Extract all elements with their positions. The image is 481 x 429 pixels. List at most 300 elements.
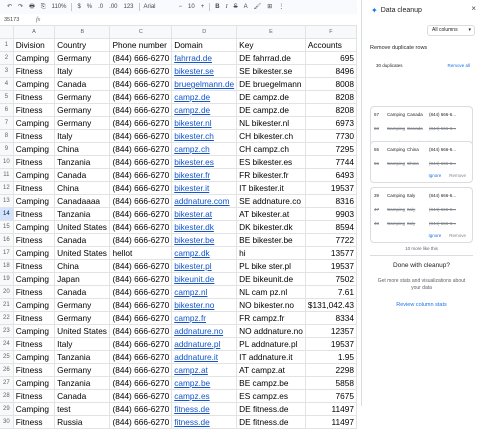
key-cell[interactable]: NO bikester.no [237,299,306,312]
phone-cell[interactable]: (844) 666-6270 [110,52,172,65]
row-header[interactable]: 15 [0,221,13,234]
accounts-cell[interactable]: 2298 [305,364,356,377]
country-cell[interactable]: Canada [55,286,110,299]
accounts-cell[interactable]: 8594 [305,221,356,234]
key-cell[interactable]: DE bruegelmann [237,78,306,91]
key-cell[interactable]: AT bikester.at [237,208,306,221]
paint-format-icon[interactable]: ⎘ [40,4,46,10]
accounts-cell[interactable]: $131,042.43 [305,299,356,312]
table-row [0,130,357,143]
key-cell[interactable]: CH bikester.ch [237,130,306,143]
phone-cell[interactable]: (844) 666-6270 [110,208,172,221]
division-cell[interactable]: Camping [13,377,54,390]
duplicate-row-value: (844) 666-6... [429,125,457,131]
accounts-cell[interactable]: 7730 [305,130,356,143]
key-cell[interactable]: DE fitness.de [237,416,306,429]
key-cell[interactable]: DE fitness.de [237,403,306,416]
table-row [0,377,357,390]
country-cell[interactable]: United States [55,221,110,234]
key-cell[interactable]: DK bikester.dk [237,221,306,234]
phone-cell[interactable]: (844) 666-6270 [110,143,172,156]
division-cell[interactable]: Fitness [13,156,54,169]
country-cell[interactable]: test [55,403,110,416]
phone-cell[interactable]: (844) 666-6270 [110,78,172,91]
duplicate-row-value: Canada [407,111,423,117]
division-cell[interactable]: Fitness [13,260,54,273]
column-header-d[interactable]: D [172,26,237,39]
country-cell[interactable]: Tanzania [55,351,110,364]
country-cell[interactable]: United States [55,247,110,260]
duplicate-row-number: 39 [374,192,380,198]
division-cell[interactable]: Fitness [13,65,54,78]
phone-cell[interactable]: (844) 666-6270 [110,234,172,247]
accounts-cell[interactable]: 13577 [305,247,356,260]
column-header-a[interactable]: A [13,26,54,39]
division-cell[interactable]: Camping [13,195,54,208]
column-header-c[interactable]: C [110,26,172,39]
division-cell[interactable]: Camping [13,78,54,91]
corner-cell[interactable] [0,26,13,39]
domain-cell[interactable]: campz.at [172,364,237,377]
phone-cell[interactable]: (844) 666-6270 [110,156,172,169]
country-cell[interactable]: Germany [55,312,110,325]
row-header[interactable]: 6 [0,104,13,117]
country-cell[interactable]: China [55,182,110,195]
phone-cell[interactable]: (844) 666-6270 [110,390,172,403]
sheet-table [0,26,357,429]
division-cell[interactable]: Fitness [13,338,54,351]
domain-cell[interactable]: bikester.nl [172,117,237,130]
percent-button[interactable]: % [86,4,93,10]
division-cell[interactable]: Fitness [13,286,54,299]
domain-cell[interactable]: campz.dk [172,247,237,260]
fill-color-icon[interactable]: 🖌 [253,4,262,10]
phone-cell[interactable]: (844) 666-6270 [110,130,172,143]
row-header[interactable]: 17 [0,247,13,260]
domain-cell[interactable]: bikester.dk [172,221,237,234]
accounts-cell[interactable]: 19537 [305,338,356,351]
toolbar-separator [209,3,210,11]
country-cell[interactable]: Germany [55,117,110,130]
phone-cell[interactable]: (844) 666-6270 [110,273,172,286]
zoom-select[interactable]: 110% [51,4,67,10]
key-cell[interactable]: ES campz.es [237,390,306,403]
phone-cell[interactable]: (844) 666-6270 [110,312,172,325]
country-cell[interactable]: Canada [55,78,110,91]
division-cell[interactable]: Fitness [13,91,54,104]
country-cell[interactable]: Canada [55,390,110,403]
duplicate-row-number: 58 [374,125,380,131]
accounts-cell[interactable]: 6493 [305,169,356,182]
accounts-cell[interactable]: 1.95 [305,351,356,364]
phone-cell[interactable]: (844) 666-6270 [110,377,172,390]
domain-cell[interactable]: fitness.de [172,403,237,416]
country-cell[interactable]: Country [55,39,110,52]
key-cell[interactable]: PL bike ster.pl [237,260,306,273]
row-header[interactable]: 11 [0,169,13,182]
duplicate-row [371,107,472,121]
country-cell[interactable]: Tanzania [55,377,110,390]
increase-decimal-button[interactable]: .00 [109,4,118,10]
row-header[interactable]: 29 [0,403,13,416]
phone-cell[interactable]: (844) 666-6270 [110,169,172,182]
key-cell[interactable]: Key [237,39,306,52]
table-row [0,182,357,195]
done-title: Done with cleanup? [392,262,451,269]
accounts-cell[interactable]: 8334 [305,312,356,325]
division-cell[interactable]: Camping [13,221,54,234]
table-row [0,416,357,429]
row-header[interactable]: 3 [0,65,13,78]
domain-cell[interactable]: bruegelmann.de [172,78,237,91]
row-header[interactable]: 14 [0,208,13,221]
duplicate-row-value: Camping [387,125,406,131]
phone-cell[interactable]: (844) 666-6270 [110,325,172,338]
country-cell[interactable]: Germany [55,364,110,377]
domain-cell[interactable]: bikester.no [172,299,237,312]
key-cell[interactable]: PL addnature.pl [237,338,306,351]
row-header[interactable]: 28 [0,390,13,403]
phone-cell[interactable]: (844) 666-6270 [110,195,172,208]
row-header[interactable]: 24 [0,338,13,351]
country-cell[interactable]: China [55,260,110,273]
key-cell[interactable]: SE bikester.se [237,65,306,78]
formula-bar [0,14,357,26]
phone-cell[interactable]: (844) 666-6270 [110,416,172,429]
accounts-cell[interactable]: 7502 [305,273,356,286]
accounts-cell[interactable]: 11497 [305,403,356,416]
accounts-cell[interactable]: 8496 [305,65,356,78]
domain-cell[interactable]: bikester.es [172,156,237,169]
division-cell[interactable]: Fitness [13,312,54,325]
key-cell[interactable]: NL cam pz.nl [237,286,306,299]
table-row [0,273,357,286]
card-actions [371,230,472,242]
row-header[interactable]: 26 [0,364,13,377]
division-cell[interactable]: Camping [13,117,54,130]
key-cell[interactable]: NL bikester.nl [237,117,306,130]
borders-icon[interactable]: ⊞ [267,4,273,10]
accounts-cell[interactable]: 5858 [305,377,356,390]
domain-cell[interactable]: fitness.de [172,416,237,429]
undo-icon[interactable]: ↶ [7,4,13,10]
phone-cell[interactable]: (844) 666-6270 [110,260,172,273]
key-cell[interactable]: ES bikester.es [237,156,306,169]
division-cell[interactable]: Fitness [13,390,54,403]
phone-cell[interactable]: (844) 666-6270 [110,403,172,416]
domain-cell[interactable]: bikester.at [172,208,237,221]
accounts-cell[interactable]: 7675 [305,390,356,403]
accounts-cell[interactable]: 19537 [305,182,356,195]
country-cell[interactable]: Canadaaaa [55,195,110,208]
ignore-button[interactable]: Ignore [428,173,442,178]
duplicate-row-number: 55 [374,146,380,152]
country-cell[interactable]: Italy [55,65,110,78]
duplicate-row-value: Camping [387,192,406,198]
domain-cell[interactable]: bikester.ch [172,130,237,143]
domain-cell[interactable]: campz.nl [172,286,237,299]
row-header[interactable]: 1 [0,39,13,52]
accounts-cell[interactable]: 11497 [305,416,356,429]
accounts-cell[interactable]: 7295 [305,143,356,156]
row-header[interactable]: 7 [0,117,13,130]
country-cell[interactable]: Canada [55,169,110,182]
font-size-input[interactable]: 10 [188,4,195,10]
duplicate-row-value: Italy [407,192,416,198]
decrease-font-size-button[interactable]: − [178,4,183,10]
name-box[interactable]: 35173 [4,16,20,23]
accounts-cell[interactable]: 6973 [305,117,356,130]
row-header[interactable]: 25 [0,351,13,364]
key-cell[interactable]: FR campz.fr [237,312,306,325]
accounts-cell[interactable]: 8208 [305,91,356,104]
domain-cell[interactable]: campz.es [172,390,237,403]
domain-cell[interactable]: bikester.se [172,65,237,78]
row-header[interactable]: 16 [0,234,13,247]
domain-cell[interactable]: addnature.it [172,351,237,364]
row-header[interactable]: 21 [0,299,13,312]
table-row [0,39,357,52]
accounts-cell[interactable]: 8316 [305,195,356,208]
table-row [0,260,357,273]
divider [370,255,473,256]
accounts-cell[interactable]: 7.61 [305,286,356,299]
row-header[interactable]: 19 [0,273,13,286]
accounts-cell[interactable]: 8208 [305,104,356,117]
row-header[interactable]: 4 [0,78,13,91]
key-cell[interactable]: DE fahrrad.de [237,52,306,65]
key-cell[interactable]: BE bikester.be [237,234,306,247]
domain-cell[interactable]: campz.be [172,377,237,390]
domain-cell[interactable]: Domain [172,39,237,52]
domain-cell[interactable]: addnature.no [172,325,237,338]
duplicate-row-value: Camping [387,111,406,117]
phone-cell[interactable]: (844) 666-6270 [110,117,172,130]
division-cell[interactable]: Fitness [13,104,54,117]
phone-cell[interactable]: (844) 666-6270 [110,364,172,377]
country-cell[interactable]: Germany [55,299,110,312]
division-cell[interactable]: Fitness [13,234,54,247]
toolbar-separator [71,3,72,11]
duplicate-row-number: 56 [374,160,380,166]
domain-cell[interactable]: bikester.pl [172,260,237,273]
division-cell[interactable]: Camping [13,52,54,65]
key-cell[interactable]: IT bikester.it [237,182,306,195]
country-cell[interactable]: Tanzania [55,208,110,221]
table-row [0,299,357,312]
row-header[interactable]: 10 [0,156,13,169]
row-header[interactable]: 12 [0,182,13,195]
phone-cell[interactable]: (844) 666-6270 [110,91,172,104]
division-cell[interactable]: Fitness [13,364,54,377]
currency-button[interactable]: $ [77,4,81,10]
country-cell[interactable]: Tanzania [55,156,110,169]
duplicate-count: 30 duplicates [376,63,403,68]
key-cell[interactable]: NO addnature.no [237,325,306,338]
division-cell[interactable]: Camping [13,273,54,286]
accounts-cell[interactable]: 8008 [305,78,356,91]
table-row [0,364,357,377]
duplicate-row-value: China [407,146,419,152]
duplicate-row-value: (844) 666-6... [429,206,457,212]
accounts-cell[interactable]: 12357 [305,325,356,338]
cleanup-icon: ✦ [371,5,378,15]
phone-cell[interactable]: hellot [110,247,172,260]
accounts-cell[interactable]: 9903 [305,208,356,221]
key-cell[interactable]: DE campz.de [237,104,306,117]
print-icon[interactable]: 🖶 [29,4,35,10]
division-cell[interactable]: Camping [13,351,54,364]
strikethrough-button[interactable]: S [233,4,238,10]
duplicate-row-value: Italy [407,206,416,212]
duplicate-row [371,202,472,216]
number-format-button[interactable]: 123 [123,4,134,10]
duplicate-row-value: (844) 666-6... [429,160,457,166]
duplicate-row-value: Camping [387,206,406,212]
key-cell[interactable]: CH campz.ch [237,143,306,156]
row-header[interactable]: 23 [0,325,13,338]
italic-button[interactable]: I [225,4,228,10]
font-select[interactable]: Arial [143,4,156,10]
table-row [0,117,357,130]
domain-cell[interactable]: addnature.com [172,195,237,208]
country-cell[interactable]: United States [55,325,110,338]
row-header[interactable]: 18 [0,260,13,273]
redo-icon[interactable]: ↷ [18,4,24,10]
key-cell[interactable]: IT addnature.it [237,351,306,364]
duplicate-row-number: 47 [374,206,380,212]
row-header[interactable]: 2 [0,52,13,65]
column-header-e[interactable]: E [237,26,306,39]
duplicate-row-number: 48 [374,220,380,226]
column-filter-select[interactable] [427,25,475,36]
row-header[interactable]: 22 [0,312,13,325]
domain-cell[interactable]: addnature.pl [172,338,237,351]
country-cell[interactable]: Canada [55,234,110,247]
panel-header [362,4,481,16]
country-cell[interactable]: Japan [55,273,110,286]
division-cell[interactable]: Fitness [13,130,54,143]
column-header-b[interactable]: B [55,26,110,39]
duplicate-row-value: (844) 666-6... [429,220,457,226]
domain-cell[interactable]: campz.ch [172,143,237,156]
row-header[interactable]: 13 [0,195,13,208]
row-header[interactable]: 9 [0,143,13,156]
row-header[interactable]: 5 [0,91,13,104]
more-icon[interactable]: ⋮ [278,4,285,10]
division-cell[interactable]: Camping [13,247,54,260]
key-cell[interactable]: BE campz.be [237,377,306,390]
country-cell[interactable]: China [55,143,110,156]
division-cell[interactable]: Fitness [13,208,54,221]
phone-cell[interactable]: (844) 666-6270 [110,286,172,299]
phone-cell[interactable]: (844) 666-6270 [110,299,172,312]
division-cell[interactable]: Camping [13,325,54,338]
decrease-decimal-button[interactable]: .0 [98,4,104,10]
duplicate-group-card [370,141,473,183]
increase-font-size-button[interactable]: + [200,4,205,10]
phone-cell[interactable]: (844) 666-6270 [110,221,172,234]
duplicate-group-card [370,187,473,243]
domain-cell[interactable]: campz.fr [172,312,237,325]
country-cell[interactable]: Germany [55,104,110,117]
accounts-cell[interactable]: Accounts [305,39,356,52]
division-cell[interactable]: Camping [13,169,54,182]
phone-cell[interactable]: (844) 666-6270 [110,351,172,364]
key-cell[interactable]: FR bikester.fr [237,169,306,182]
table-row [0,403,357,416]
remove-button[interactable]: Remove [449,233,466,238]
country-cell[interactable]: Germany [55,52,110,65]
phone-cell[interactable]: Phone number [110,39,172,52]
country-cell[interactable]: Italy [55,338,110,351]
accounts-cell[interactable]: 695 [305,52,356,65]
country-cell[interactable]: Germany [55,91,110,104]
duplicate-row-value: Camping [387,146,406,152]
domain-cell[interactable]: campz.de [172,104,237,117]
more-duplicates-link[interactable]: 10 more like this [405,246,438,251]
column-header-f[interactable]: F [305,26,356,39]
key-cell[interactable]: DE campz.de [237,91,306,104]
row-header[interactable]: 8 [0,130,13,143]
review-column-stats-button[interactable]: Review column stats [396,302,447,308]
phone-cell[interactable]: (844) 666-6270 [110,182,172,195]
division-cell[interactable]: Camping [13,143,54,156]
key-cell[interactable]: hi [237,247,306,260]
division-cell[interactable]: Fitness [13,416,54,429]
bold-button[interactable]: B [215,4,220,10]
phone-cell[interactable]: (844) 666-6270 [110,338,172,351]
text-color-button[interactable]: A [243,4,248,10]
phone-cell[interactable]: (844) 666-6270 [110,104,172,117]
division-cell[interactable]: Division [13,39,54,52]
country-cell[interactable]: Italy [55,130,110,143]
ignore-button[interactable]: Ignore [428,233,442,238]
phone-cell[interactable]: (844) 666-6270 [110,65,172,78]
accounts-cell[interactable]: 19537 [305,260,356,273]
key-cell[interactable]: SE addnature.co [237,195,306,208]
duplicate-row-value: (844) 666-6... [429,111,457,117]
domain-cell[interactable]: fahrrad.de [172,52,237,65]
table-row [0,91,357,104]
accounts-cell[interactable]: 7722 [305,234,356,247]
division-cell[interactable]: Camping [13,299,54,312]
duplicate-row-value: Italy [407,220,416,226]
row-header[interactable]: 27 [0,377,13,390]
spreadsheet-grid[interactable] [0,26,357,427]
key-cell[interactable]: AT campz.at [237,364,306,377]
accounts-cell[interactable]: 7744 [305,156,356,169]
remove-button[interactable]: Remove [449,173,466,178]
domain-cell[interactable]: campz.de [172,91,237,104]
table-row [0,390,357,403]
domain-cell[interactable]: bikester.it [172,182,237,195]
remove-all-button[interactable]: Remove all [447,63,470,68]
domain-cell[interactable]: bikester.fr [172,169,237,182]
key-cell[interactable]: DE bikeunit.de [237,273,306,286]
close-icon[interactable]: × [471,4,476,13]
domain-cell[interactable]: bikeunit.de [172,273,237,286]
duplicate-row [371,142,472,156]
row-header[interactable]: 30 [0,416,13,429]
table-row [0,247,357,260]
division-cell[interactable]: Fitness [13,182,54,195]
row-header[interactable]: 20 [0,286,13,299]
division-cell[interactable]: Camping [13,403,54,416]
done-description: Get more stats and visualizations about your data [377,278,466,291]
domain-cell[interactable]: bikester.be [172,234,237,247]
country-cell[interactable]: Russia [55,416,110,429]
